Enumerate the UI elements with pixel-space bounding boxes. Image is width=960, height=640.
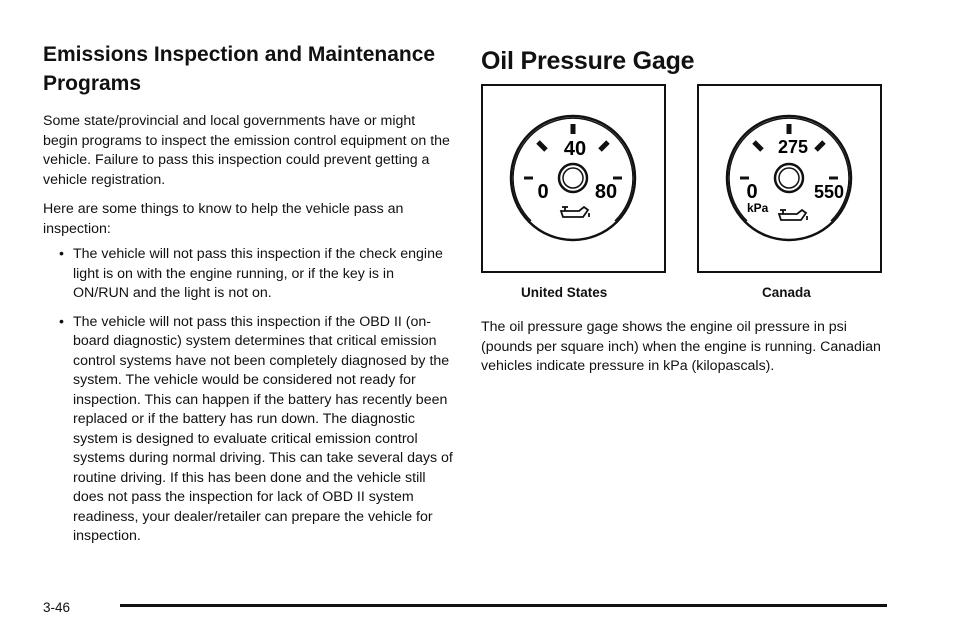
section-title-oil-pressure: Oil Pressure Gage [481, 47, 695, 75]
list-item [59, 245, 453, 304]
gauge-dial-canada [699, 86, 880, 271]
bullet-glyph: • [59, 246, 64, 262]
gauge-label-min: 0 [746, 181, 758, 203]
intro-paragraph: Some state/provincial and local governments have or might begin programs to inspect the emission control equipment on the vehicle. Failure to pass this inspection could prevent getting a vehicle registration. [43, 113, 450, 188]
bullet-text: The vehicle will not pass this inspection if the check engine light is on with the engine running, or if the key is in ON/RUN and the light is not on. [73, 246, 443, 301]
gauge-illustrations [481, 84, 901, 300]
intro-paragraph-2: Here are some things to know to help the vehicle pass an inspection: [43, 201, 404, 237]
oil-pressure-description: The oil pressure gage shows the engine oil pressure in psi (pounds per square inch) when the engine is running. Canadian vehicles indicate pressure in kPa (kilopascals). [481, 319, 881, 374]
page-number: 3-46 [43, 600, 71, 615]
gauge-caption-canada: Canada [762, 285, 811, 300]
gauge-unit-label: kPa [747, 201, 769, 215]
gauge-caption-united-states: United States [521, 285, 608, 300]
oil-can-icon [561, 207, 589, 217]
oil-can-icon [779, 210, 807, 220]
left-column [43, 40, 453, 556]
gauge-label-min: 0 [537, 181, 549, 203]
footer-rule [120, 604, 887, 607]
bullet-glyph: • [59, 313, 64, 330]
list-item [59, 313, 453, 547]
gauge-dial-us [483, 86, 664, 271]
gauge-label-max: 550 [813, 182, 845, 202]
right-column [481, 40, 901, 374]
gauge-label-max: 80 [594, 181, 618, 203]
gauge-label-mid: 40 [563, 138, 587, 160]
bullet-text: The vehicle will not pass this inspection if the OBD II (on-board diagnostic) system determines that critical emission control systems have not been completely diagnosed by the system. The vehicle would be considered not ready for inspection. This can happen if the battery has recently been replaced or if the battery has run down. The diagnostic system is designed to evaluate critical emission control systems during normal driving. This can take several days of routine driving. If this has been done and the vehicle still does not pass the inspection for lack of OBD II system readiness, your dealer/retailer can prepare the vehicle for inspection. [73, 313, 453, 544]
gauge-united-states [481, 84, 666, 273]
gauge-canada [697, 84, 882, 273]
inspection-bullet-list [43, 245, 453, 547]
gauge-label-mid: 275 [777, 137, 809, 157]
section-title-emissions: Emissions Inspection and Maintenance Programs [43, 43, 436, 95]
